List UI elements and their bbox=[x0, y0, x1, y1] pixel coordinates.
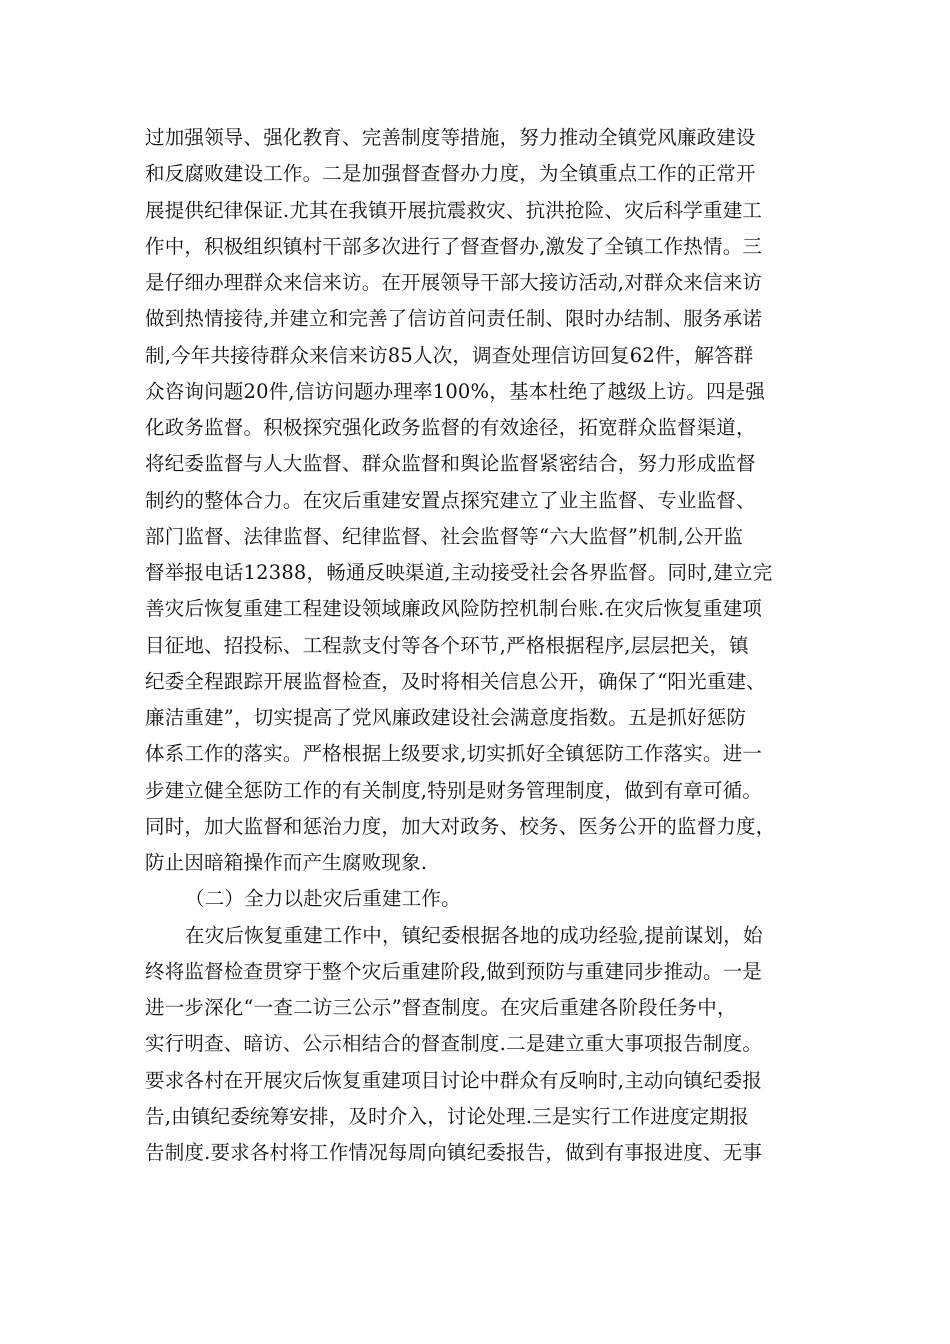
paragraph-line: 实行明查、暗访、公示相结合的督查制度.二是建立重大事项报告制度。 bbox=[145, 1032, 763, 1056]
body-line: 众咨询问题20件,信访问题办理率100%，基本杜绝了越级上访。四是强 bbox=[145, 379, 766, 403]
body-line: 步建立健全惩防工作的有关制度,特别是财务管理制度，做到有章可循。 bbox=[145, 778, 763, 802]
body-line: 部门监督、法律监督、纪律监督、社会监督等“六大监督”机制,公开监 bbox=[145, 524, 744, 548]
body-line: 和反腐败建设工作。二是加强督查督办力度，为全镇重点工作的正常开 bbox=[145, 162, 756, 186]
body-line: 廉洁重建”，切实提高了党风廉政建设社会满意度指数。五是抓好惩防 bbox=[145, 706, 747, 729]
body-line: 是仔细办理群众来信来访。在开展领导干部大接访活动,对群众来信来访 bbox=[145, 271, 763, 294]
body-line: 同时，加大监督和惩治力度，加大对政务、校务、医务公开的监督力度， bbox=[145, 814, 776, 838]
paragraph-line: 进一步深化“一查二访三公示”督查制度。在灾后重建各阶段任务中， bbox=[145, 996, 737, 1019]
body-line: 体系工作的落实。严格根据上级要求,切实抓好全镇惩防工作落实。进一 bbox=[145, 742, 763, 766]
body-line: 过加强领导、强化教育、完善制度等措施，努力推动全镇党风廉政建设 bbox=[145, 126, 756, 149]
section-heading: （二）全力以赴灾后重建工作。 bbox=[185, 887, 461, 911]
body-line: 制,今年共接待群众来信来访85人次，调查处理信访回复62件，解答群 bbox=[145, 343, 754, 367]
paragraph-line: 终将监督检查贯穿于整个灾后重建阶段,做到预防与重建同步推动。一是 bbox=[145, 959, 763, 983]
paragraph-line: 在灾后恢复重建工作中，镇纪委根据各地的成功经验,提前谋划，始 bbox=[185, 923, 763, 947]
paragraph-line: 告,由镇纪委统筹安排，及时介入，讨论处理.三是实行工作进度定期报 bbox=[145, 1104, 749, 1128]
body-line: 目征地、招投标、工程款支付等各个环节,严格根据程序,层层把关，镇 bbox=[145, 633, 749, 657]
body-line: 防止因暗箱操作而产生腐败现象. bbox=[145, 851, 428, 874]
paragraph-line: 告制度.要求各村将工作情况每周向镇纪委报告，做到有事报进度、无事 bbox=[145, 1141, 763, 1164]
body-line: 将纪委监督与人大监督、群众监督和舆论监督紧密结合，努力形成监督 bbox=[145, 452, 756, 476]
body-line: 善灾后恢复重建工程建设领域廉政风险防控机制台账.在灾后恢复重建项 bbox=[145, 597, 763, 621]
body-line: 展提供纪律保证.尤其在我镇开展抗震救灾、抗洪抢险、灾后科学重建工 bbox=[145, 198, 763, 222]
body-line: 做到热情接待,并建立和完善了信访首问责任制、限时办结制、服务承诺 bbox=[145, 307, 763, 331]
document-body bbox=[145, 120, 825, 1171]
body-line: 纪委全程跟踪开展监督检查，及时将相关信息公开，确保了“阳光重建、 bbox=[145, 669, 766, 693]
body-line: 化政务监督。积极探究强化政务监督的有效途径，拓宽群众监督渠道， bbox=[145, 416, 756, 439]
body-line: 制约的整体合力。在灾后重建安置点探究建立了业主监督、专业监督、 bbox=[145, 488, 756, 512]
paragraph-line: 要求各村在开展灾后恢复重建项目讨论中群众有反响时,主动向镇纪委报 bbox=[145, 1068, 763, 1092]
body-line: 作中，积极组织镇村干部多次进行了督查督办,激发了全镇工作热情。三 bbox=[145, 234, 763, 258]
body-line: 督举报电话12388，畅通反映渠道,主动接受社会各界监督。同时,建立完 bbox=[145, 561, 773, 584]
